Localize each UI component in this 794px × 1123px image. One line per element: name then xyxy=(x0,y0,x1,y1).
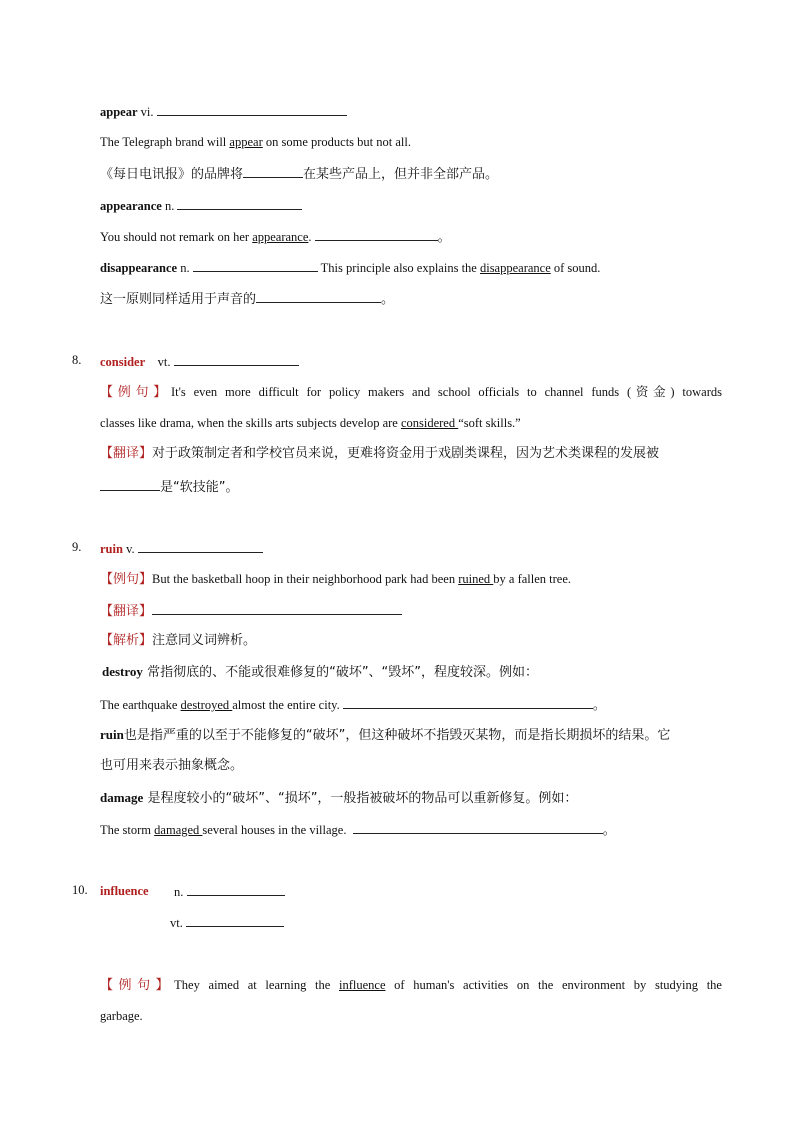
headword: appearance xyxy=(100,199,162,213)
answer-blank[interactable] xyxy=(343,696,593,709)
example-sentence: You should not remark on her appearance. 。 xyxy=(100,230,451,245)
keyword: destroy xyxy=(102,664,143,679)
answer-blank[interactable] xyxy=(100,478,160,491)
answer-blank[interactable] xyxy=(256,290,381,303)
example-tag: 【例句】 xyxy=(100,978,175,993)
part-of-speech: vt. xyxy=(170,916,183,930)
analysis-tag: 【解析】 xyxy=(100,633,153,648)
example-sentence-cont: classes like drama, when the skills arts subjects develop are considered “soft skills.” xyxy=(100,416,521,430)
damage-example: The storm damaged several houses in the village. 。 xyxy=(100,823,616,838)
analysis-line: 【解析】注意同义词辨析。 xyxy=(100,633,257,648)
entry-disappearance: disappearance n. This principle also explains the disappearance of sound. xyxy=(100,261,601,275)
destroy-example: The earthquake destroyed almost the entire city. 。 xyxy=(100,698,606,713)
example-tag: 【例句】 xyxy=(100,385,171,400)
item-number: 10. xyxy=(72,883,88,897)
keyword: ruin xyxy=(100,727,124,742)
part-of-speech: vi. xyxy=(140,105,154,119)
item-number: 9. xyxy=(72,540,82,554)
target-word: damaged xyxy=(154,823,203,837)
example-sentence: 【例句】But the basketball hoop in their neighborhood park had been ruined by a fallen tree. xyxy=(100,572,571,587)
part-of-speech: vt. xyxy=(157,355,171,369)
ruin-note: ruin也是指严重的以至于不能修复的“破坏”，但这种破坏不指毁灭某物，而是指长期损坏的结果。它 xyxy=(100,727,671,743)
example-sentence: 【例句】They aimed at learning the influence of human's activities on the environment by studying the xyxy=(100,978,722,993)
headword: ruin xyxy=(100,542,123,556)
target-word: considered xyxy=(400,416,459,430)
ruin-note-cont: 也可用来表示抽象概念。 xyxy=(100,758,244,773)
example-sentence-cont: garbage. xyxy=(100,1009,143,1023)
entry-appearance xyxy=(100,197,302,214)
entry-appear xyxy=(100,103,347,120)
translation-tag: 【翻译】 xyxy=(100,446,153,461)
part-of-speech: n. xyxy=(174,885,184,899)
answer-blank[interactable] xyxy=(187,883,285,896)
keyword: damage xyxy=(100,790,144,805)
influence-verb xyxy=(170,914,284,931)
translation-sentence: 这一原则同样适用于声音的 。 xyxy=(100,292,395,307)
answer-blank[interactable] xyxy=(152,602,402,615)
headword: influence xyxy=(100,884,149,898)
part-of-speech: n. xyxy=(164,199,175,213)
destroy-note: destroy 常指彻底的、不能或很难修复的“破坏”、“毁坏”，程度较深。例如： xyxy=(102,664,539,680)
translation-sentence: 【翻译】对于政策制定者和学校官员来说，更难将资金用于戏剧类课程，因为艺术类课程的发展被 xyxy=(100,446,660,461)
item-number: 8. xyxy=(72,353,82,367)
answer-blank[interactable] xyxy=(174,353,299,366)
translation-sentence: 《每日电讯报》的品牌将 在某些产品上，但并非全部产品。 xyxy=(100,167,499,182)
damage-note: damage 是程度较小的“破坏”、“损坏”，一般指被破坏的物品可以重新修复。例如： xyxy=(100,790,578,806)
target-word: disappearance xyxy=(479,261,551,275)
answer-blank[interactable] xyxy=(186,914,284,927)
answer-blank[interactable] xyxy=(243,165,303,178)
answer-blank[interactable] xyxy=(193,259,318,272)
answer-blank[interactable] xyxy=(138,540,263,553)
example-tag: 【例句】 xyxy=(100,572,153,587)
translation-line xyxy=(100,602,402,620)
translation-sentence-cont: 是“软技能”。 xyxy=(100,478,238,496)
translation-tag: 【翻译】 xyxy=(100,604,153,619)
headword: disappearance xyxy=(100,261,178,275)
part-of-speech: n. xyxy=(180,261,190,275)
target-word: influence xyxy=(338,978,386,992)
example-sentence: The Telegraph brand will appear on some products but not all. xyxy=(100,135,411,149)
answer-blank[interactable] xyxy=(177,197,302,210)
entry-consider xyxy=(100,353,299,370)
target-word: destroyed xyxy=(180,698,233,712)
entry-influence xyxy=(100,883,149,899)
entry-ruin xyxy=(100,540,263,557)
answer-blank[interactable] xyxy=(315,228,438,241)
target-word: ruined xyxy=(458,572,494,586)
part-of-speech: v. xyxy=(126,542,135,556)
headword: consider xyxy=(100,355,146,369)
headword: appear xyxy=(100,105,138,119)
influence-noun xyxy=(174,883,285,900)
target-word: appearance xyxy=(252,230,309,244)
example-sentence: 【例句】It's even more difficult for policy makers and school officials to channel funds (资金) towards xyxy=(100,385,722,400)
answer-blank[interactable] xyxy=(157,103,347,116)
answer-blank[interactable] xyxy=(353,821,603,834)
target-word: appear xyxy=(229,135,263,149)
